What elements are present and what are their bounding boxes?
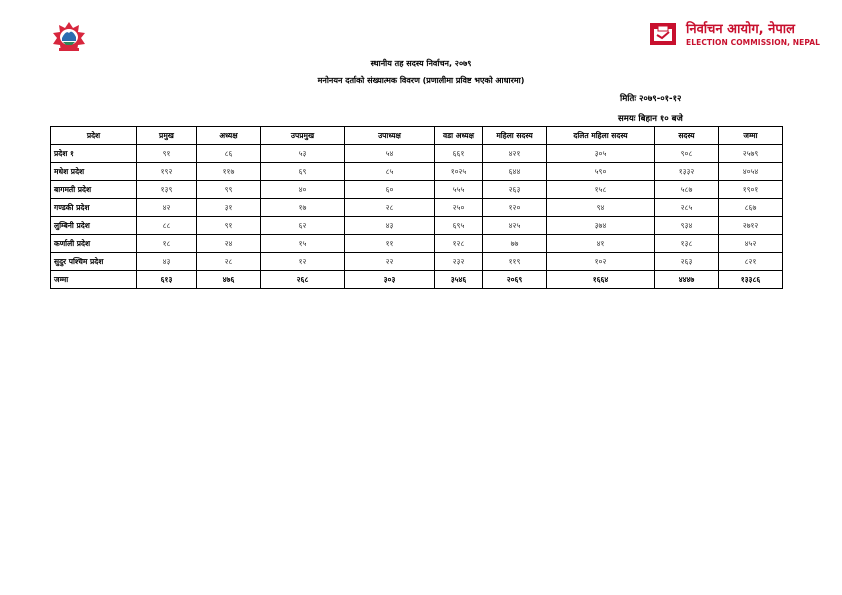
total-cell: ४७६ [197,271,261,289]
table-cell: २५७९ [719,145,783,163]
ballot-box-icon [650,23,676,45]
table-cell: ६६१ [435,145,483,163]
table-cell: ४२५ [483,217,547,235]
table-cell: १३८ [655,235,719,253]
column-header: महिला सदस्य [483,127,547,145]
province-name: बागमती प्रदेश [51,181,137,199]
table-cell: २८ [197,253,261,271]
table-cell: ४१ [547,235,655,253]
table-row [51,181,783,199]
table-cell: १२८ [435,235,483,253]
table-cell: ६० [345,181,435,199]
total-cell: १६६४ [547,271,655,289]
table-cell: ५८७ [655,181,719,199]
table-cell: २५० [435,199,483,217]
column-header: प्रदेश [51,127,137,145]
report-time: समयः बिहान १० बजे [618,114,683,124]
table-cell: ११७ [197,163,261,181]
table-cell: ५३ [261,145,345,163]
table-cell: ४० [261,181,345,199]
nepal-emblem-icon [50,20,88,54]
table-cell: १३३२ [655,163,719,181]
column-header: अध्यक्ष [197,127,261,145]
table-cell: ६२ [261,217,345,235]
total-cell: ६१३ [137,271,197,289]
table-cell: ५५५ [435,181,483,199]
column-header: जम्मा [719,127,783,145]
table-cell: ८८ [137,217,197,235]
table-cell: २२ [345,253,435,271]
column-header: उपाध्यक्ष [345,127,435,145]
table-row [51,199,783,217]
table-cell: ४२१ [483,145,547,163]
province-name: गण्डकी प्रदेश [51,199,137,217]
report-date: मितिः २०७९-०१-१२ [620,94,682,104]
table-cell: २३२ [435,253,483,271]
table-header-row [51,127,783,145]
table-cell: २६३ [483,181,547,199]
table-cell: ३०५ [547,145,655,163]
table-cell: ९३४ [655,217,719,235]
column-header: वडा अध्यक्ष [435,127,483,145]
table-cell: १०२ [547,253,655,271]
column-header: सदस्य [655,127,719,145]
table-row [51,235,783,253]
column-header: दलित महिला सदस्य [547,127,655,145]
table-row [51,163,783,181]
total-cell: ४४४७ [655,271,719,289]
total-row [51,271,783,289]
document-title: स्थानीय तह सदस्य निर्वाचन, २०७९ [370,59,472,68]
column-header: उपप्रमुख [261,127,345,145]
province-name: लुम्बिनी प्रदेश [51,217,137,235]
table-cell: ११ [345,235,435,253]
table-cell: २४ [197,235,261,253]
province-name: प्रदेश १ [51,145,137,163]
total-cell: २०६९ [483,271,547,289]
province-name: सुदुर पश्चिम प्रदेश [51,253,137,271]
table-cell: २८५ [655,199,719,217]
table-cell: १०२५ [435,163,483,181]
total-cell: १३३८६ [719,271,783,289]
table-cell: ५९० [547,163,655,181]
table-cell: १८ [137,235,197,253]
table-cell: ८२१ [719,253,783,271]
table-cell: ११९ [483,253,547,271]
table-cell: ६९ [261,163,345,181]
table-cell: १३९ [137,181,197,199]
table-cell: ४२ [137,199,197,217]
table-cell: ९०८ [655,145,719,163]
table-cell: २६३ [655,253,719,271]
commission-name-np: निर्वाचन आयोग, नेपाल [686,22,795,37]
table-cell: ३१ [197,199,261,217]
total-cell: २६८ [261,271,345,289]
province-name: कर्णाली प्रदेश [51,235,137,253]
table-cell: १७ [261,199,345,217]
table-row [51,253,783,271]
table-cell: ८५ [345,163,435,181]
table-cell: ९१ [137,145,197,163]
table-cell: ९९ [197,181,261,199]
table-cell: १९२ [137,163,197,181]
table-cell: ९१ [197,217,261,235]
column-header: प्रमुख [137,127,197,145]
table-cell: ३७४ [547,217,655,235]
table-cell: १५८ [547,181,655,199]
table-cell: २८ [345,199,435,217]
table-cell: ८६ [197,145,261,163]
table-row [51,217,783,235]
table-cell: ४५२ [719,235,783,253]
table-cell: ४३ [137,253,197,271]
table-cell: ४०५४ [719,163,783,181]
table-cell: १२ [261,253,345,271]
table-cell: ६९५ [435,217,483,235]
commission-name-en: ELECTION COMMISSION, NEPAL [686,38,821,47]
document-subtitle: मनोनयन दर्ताको संख्यात्मक विवरण (प्रणालीमा प्रविष्ट भएको आधारमा) [317,76,525,85]
table-cell: ६४४ [483,163,547,181]
total-cell: ३०३ [345,271,435,289]
nomination-table [50,126,783,289]
table-cell: १२० [483,199,547,217]
table-cell: १५ [261,235,345,253]
table-cell: ४३ [345,217,435,235]
table-cell: ५४ [345,145,435,163]
table-cell: २७१२ [719,217,783,235]
table-cell: ८६७ [719,199,783,217]
province-name: मधेश प्रदेश [51,163,137,181]
total-label: जम्मा [51,271,137,289]
table-cell: ९४ [547,199,655,217]
table-cell: १९०१ [719,181,783,199]
table-cell: ७७ [483,235,547,253]
table-row [51,145,783,163]
election-commission-logo [650,23,820,47]
total-cell: ३५४६ [435,271,483,289]
